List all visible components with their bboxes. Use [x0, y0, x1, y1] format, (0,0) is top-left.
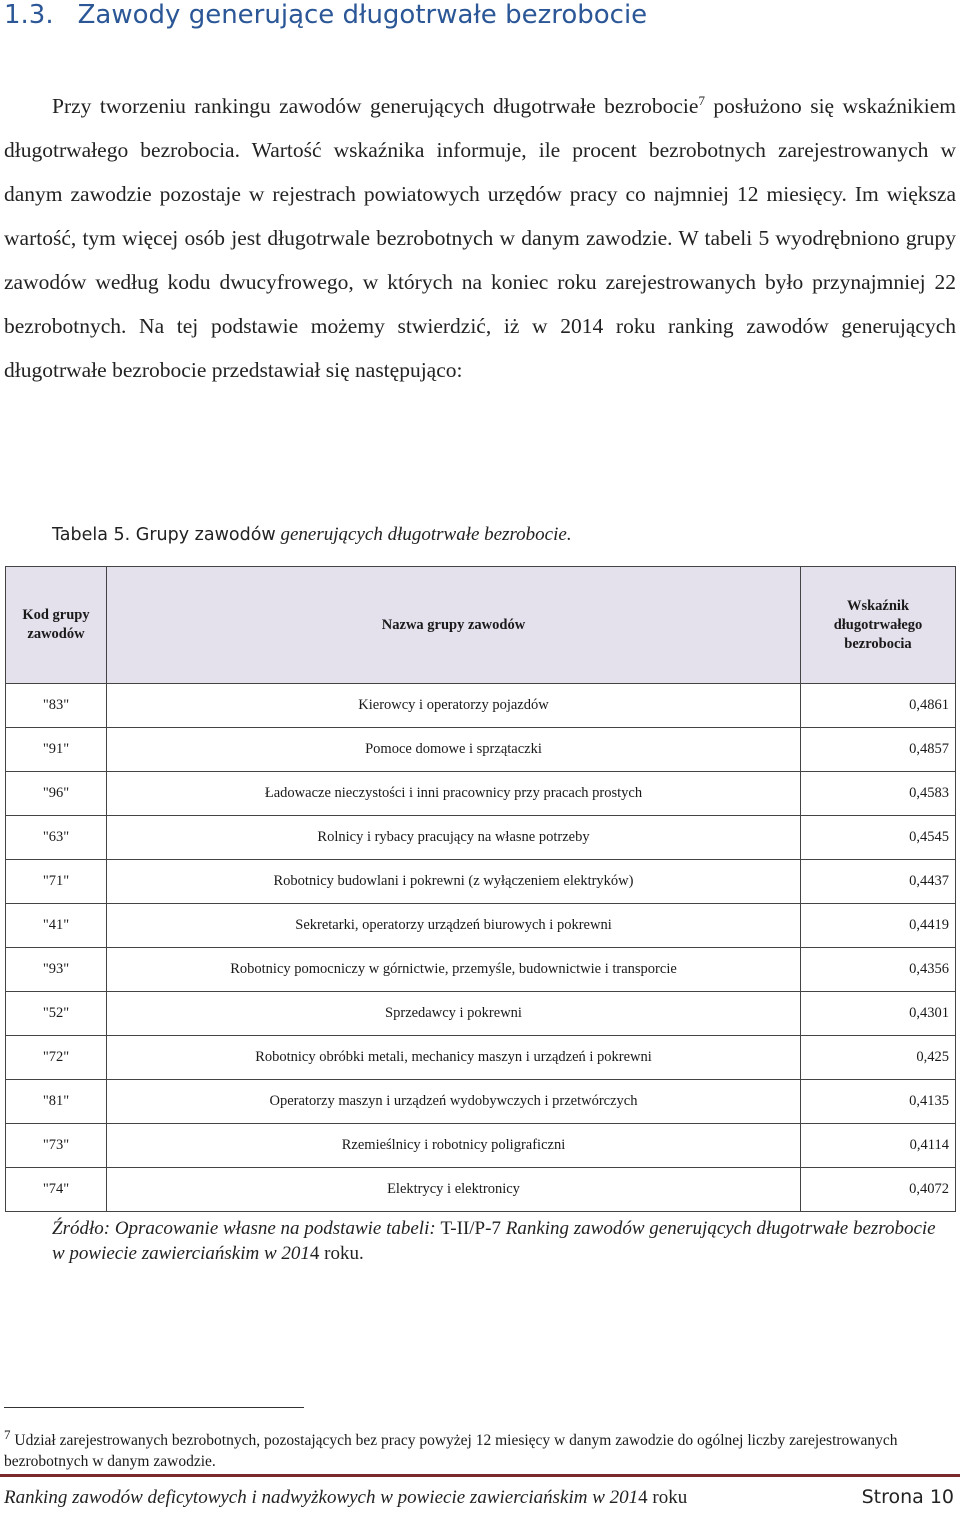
footnote-text: Udział zarejestrowanych bezrobotnych, pozostających bez pracy powyżej 12 miesięcy w danym zawodzie do ogólnej liczby zarejestrowanych bezrobotnych w danym zawodzie. [4, 1432, 898, 1471]
cell-value: 0,4114 [801, 1124, 956, 1168]
table-row [6, 1124, 956, 1168]
cell-code: "72" [6, 1036, 107, 1080]
table-row [6, 816, 956, 860]
cell-value: 0,4437 [801, 860, 956, 904]
source-plain-2: 4 roku. [309, 1243, 364, 1264]
footer-title-roku: roku [647, 1487, 688, 1508]
cell-name: Operatorzy maszyn i urządzeń wydobywczych i przetwórczych [107, 1080, 801, 1124]
table-row [6, 904, 956, 948]
cell-code: "73" [6, 1124, 107, 1168]
caption-label: Tabela 5. Grupy zawodów [52, 525, 276, 545]
cell-code: "52" [6, 992, 107, 1036]
header-code: Kod grupy zawodów [6, 567, 107, 684]
cell-value: 0,4857 [801, 728, 956, 772]
cell-name: Robotnicy obróbki metali, mechanicy maszyn i urządzeń i pokrewni [107, 1036, 801, 1080]
cell-code: "71" [6, 860, 107, 904]
footer-title-year-end: 4 [638, 1487, 648, 1508]
cell-value: 0,4861 [801, 684, 956, 728]
source-plain-1: T-II/P-7 [440, 1218, 501, 1239]
cell-name: Rolnicy i rybacy pracujący na własne potrzeby [107, 816, 801, 860]
occupation-table [5, 566, 956, 1212]
cell-code: "63" [6, 816, 107, 860]
caption-italic: generujących długotrwałe bezrobocie. [275, 524, 572, 545]
section-title: Zawody generujące długotrwałe bezrobocie [77, 0, 648, 30]
table-body [6, 684, 956, 1212]
cell-code: "81" [6, 1080, 107, 1124]
header-indicator: Wskaźnik długotrwałego bezrobocia [801, 567, 956, 684]
cell-name: Pomoce domowe i sprzątaczki [107, 728, 801, 772]
footnote [4, 1424, 904, 1472]
table-row [6, 1036, 956, 1080]
cell-name: Rzemieślnicy i robotnicy poligraficzni [107, 1124, 801, 1168]
cell-name: Elektrycy i elektronicy [107, 1168, 801, 1212]
intro-paragraph [4, 84, 956, 392]
table-row [6, 1168, 956, 1212]
cell-code: "93" [6, 948, 107, 992]
cell-code: "83" [6, 684, 107, 728]
table-caption [52, 524, 572, 546]
source-italic-2: Ranking zawodów generujących długotrwałe bezrobocie w powiecie zawierciańskim w 201 [52, 1218, 936, 1264]
cell-value: 0,4072 [801, 1168, 956, 1212]
cell-value: 0,4583 [801, 772, 956, 816]
cell-value: 0,425 [801, 1036, 956, 1080]
cell-code: "96" [6, 772, 107, 816]
cell-name: Ładowacze nieczystości i inni pracownicy przy pracach prostych [107, 772, 801, 816]
cell-code: "74" [6, 1168, 107, 1212]
table-row [6, 992, 956, 1036]
cell-value: 0,4419 [801, 904, 956, 948]
footer-divider [0, 1474, 960, 1477]
cell-value: 0,4301 [801, 992, 956, 1036]
cell-name: Robotnicy budowlani i pokrewni (z wyłączeniem elektryków) [107, 860, 801, 904]
cell-name: Robotnicy pomocniczy w górnictwie, przemyśle, budownictwie i transporcie [107, 948, 801, 992]
source-italic-1: Źródło: Opracowanie własne na podstawie tabeli: [52, 1218, 441, 1239]
paragraph-part2: posłużono się wskaźnikiem długotrwałego bezrobocia. Wartość wskaźnika informuje, ile procent bezrobotnych zarejestrowanych w danym zawodzie pozostaje w rejestrach powiatowych urzędów pracy co najmniej 12 miesięcy. Im większa wartość, tym więcej osób jest długotrwale bezrobotnych w danym zawodzie. W tabeli 5 wyodrębniono grupy zawodów według kodu dwucyfrowego, w których na koniec roku zarejestrowanych było przynajmniej 22 bezrobotnych. Na tej podstawie możemy stwierdzić, iż w 2014 roku ranking zawodów generujących długotrwałe bezrobocie przedstawiał się następująco: [4, 94, 956, 382]
paragraph-part1: Przy tworzeniu rankingu zawodów generujących długotrwałe bezrobocie [52, 94, 699, 118]
table-source-note [52, 1216, 942, 1266]
footnote-divider [4, 1407, 304, 1408]
footnote-reference[interactable]: 7 [698, 92, 705, 108]
table-row [6, 1080, 956, 1124]
section-heading [4, 0, 647, 30]
table-row [6, 860, 956, 904]
cell-value: 0,4356 [801, 948, 956, 992]
page-number: Strona 10 [861, 1486, 954, 1508]
footnote-number: 7 [4, 1427, 11, 1442]
cell-value: 0,4135 [801, 1080, 956, 1124]
table-row [6, 772, 956, 816]
footer-title [4, 1487, 687, 1509]
table-row [6, 684, 956, 728]
table-row [6, 948, 956, 992]
cell-code: "41" [6, 904, 107, 948]
table-header-row [6, 567, 956, 684]
cell-name: Sprzedawcy i pokrewni [107, 992, 801, 1036]
cell-name: Kierowcy i operatorzy pojazdów [107, 684, 801, 728]
header-name: Nazwa grupy zawodów [107, 567, 801, 684]
footer-title-text: Ranking zawodów deficytowych i nadwyżkowych w powiecie zawierciańskim w 201 [4, 1487, 639, 1508]
section-number: 1.3. [4, 0, 54, 30]
cell-name: Sekretarki, operatorzy urządzeń biurowych i pokrewni [107, 904, 801, 948]
cell-value: 0,4545 [801, 816, 956, 860]
cell-code: "91" [6, 728, 107, 772]
table-row [6, 728, 956, 772]
